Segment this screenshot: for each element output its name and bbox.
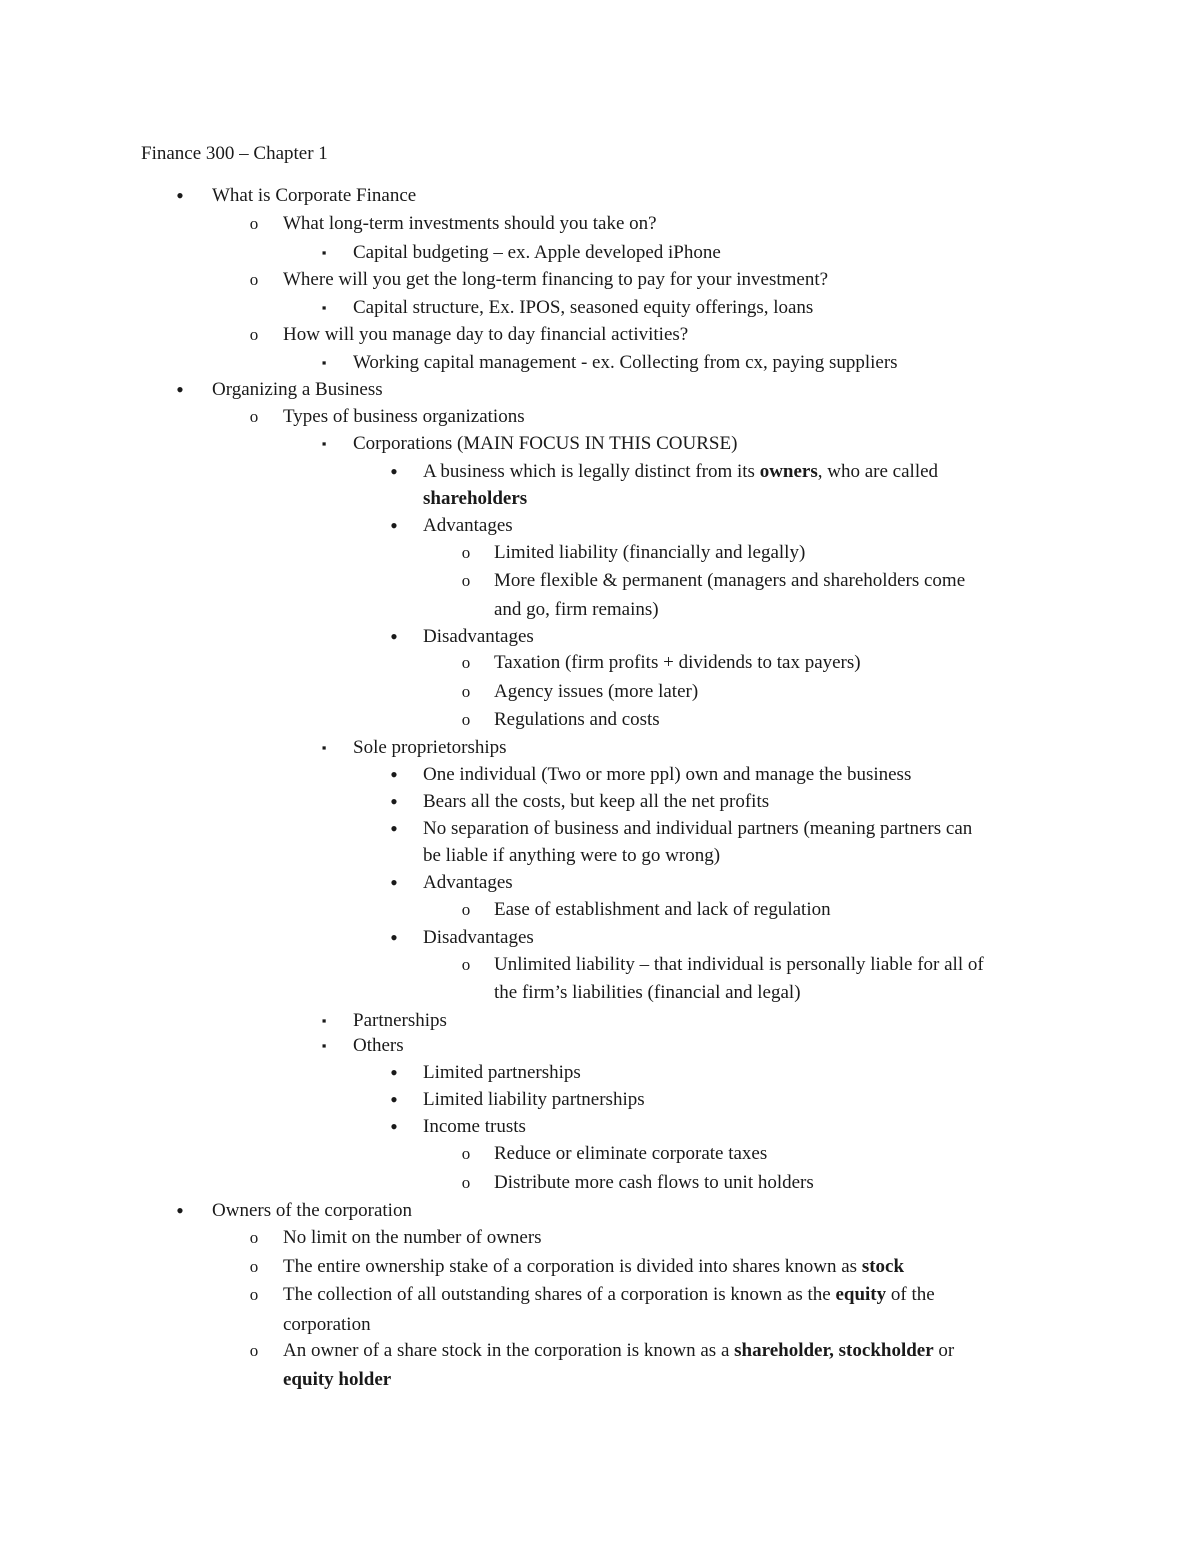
bullet-disc-icon: • [390,870,398,895]
text-run: Working capital management - ex. Collecting from cx, paying suppliers [353,352,898,373]
bullet-square-icon: ▪ [321,740,327,755]
bold-term: equity [835,1284,887,1305]
list-item-level-1 [212,1199,412,1223]
bullet-circle-icon: o [461,571,471,590]
bullet-square-icon: ▪ [321,1038,327,1053]
text-run: Limited liability partnerships [423,1089,645,1110]
list-item-level-5 [494,1171,814,1195]
list-item-level-5 [494,541,805,565]
text-run: No limit on the number of owners [283,1227,542,1248]
list-item-level-5 [494,1142,767,1166]
bullet-circle-icon: o [249,270,259,289]
text-run: The entire ownership stake of a corporation is divided into shares known as [283,1256,862,1277]
bullet-circle-icon: o [461,1173,471,1192]
bullet-circle-icon: o [461,653,471,672]
text-run: Owners of the corporation [212,1200,412,1221]
text-run: How will you manage day to day financial activities? [283,324,689,345]
bullet-circle-icon: o [249,407,259,426]
text-run: What is Corporate Finance [212,185,417,206]
text-run: One individual (Two or more ppl) own and manage the business [423,764,912,785]
list-item-level-5 [494,569,965,593]
bullet-disc-icon: • [390,816,398,841]
list-item-level-4 [423,460,938,484]
page-title: Finance 300 – Chapter 1 [141,143,328,164]
list-item-level-4 [423,817,972,841]
list-item-level-5 [494,651,861,675]
list-item-level-2 [283,1226,542,1250]
text-run: Where will you get the long-term financing to pay for your investment? [283,269,829,290]
bullet-circle-icon: o [461,1144,471,1163]
text-run: Agency issues (more later) [494,681,699,702]
list-item-level-4 [423,790,769,814]
text-run: Reduce or eliminate corporate taxes [494,1143,768,1164]
list-item-level-2 [283,1255,904,1279]
bullet-circle-icon: o [249,1228,259,1247]
bullet-disc-icon: • [390,762,398,787]
bullet-disc-icon: • [176,377,184,402]
text-run: Others [353,1035,404,1056]
text-run: Types of business organizations [283,406,525,427]
list-item-level-3 [353,351,898,375]
list-item-level-3 [353,736,507,760]
bold-term: shareholders [423,488,528,509]
list-item-continuation [283,1313,371,1337]
list-item-level-2 [283,405,525,429]
text-run: Sole proprietorships [353,737,507,758]
list-item-level-4 [423,625,534,649]
list-item-continuation [283,1368,391,1392]
bullet-disc-icon: • [390,459,398,484]
bullet-square-icon: ▪ [321,436,327,451]
text-run: No separation of business and individual partners (meaning partners can [423,818,973,839]
list-item-level-5 [494,953,984,977]
bullet-disc-icon: • [390,789,398,814]
bold-term: owners [759,461,818,482]
list-item-level-5 [494,708,660,732]
bullet-square-icon: ▪ [321,1013,327,1028]
bullet-circle-icon: o [249,325,259,344]
text-run: Bears all the costs, but keep all the net profits [423,791,770,812]
bullet-circle-icon: o [249,1341,259,1360]
text-run: An owner of a share stock in the corporation is known as a [283,1340,735,1361]
text-run: Capital budgeting – ex. Apple developed iPhone [353,242,721,263]
bullet-circle-icon: o [461,682,471,701]
bullet-circle-icon: o [461,955,471,974]
bullet-disc-icon: • [390,624,398,649]
text-run: and go, firm remains) [494,599,659,620]
list-item-level-1 [212,378,383,402]
bullet-disc-icon: • [390,1087,398,1112]
text-run: Partnerships [353,1010,447,1031]
list-item-level-4 [423,871,513,895]
bullet-circle-icon: o [249,1257,259,1276]
text-run: The collection of all outstanding shares of a corporation is known as the [283,1284,836,1305]
text-run: Advantages [423,872,513,893]
list-item-level-3 [353,241,721,265]
text-run: be liable if anything were to go wrong) [423,845,721,866]
list-item-level-3 [353,1009,447,1033]
text-run: Limited partnerships [423,1062,581,1083]
bullet-circle-icon: o [249,1285,259,1304]
list-item-level-2 [283,212,657,236]
text-run: Income trusts [423,1116,526,1137]
bullet-circle-icon: o [461,710,471,729]
text-run: Corporations (MAIN FOCUS IN THIS COURSE) [353,433,738,454]
text-run: Regulations and costs [494,709,660,730]
list-item-level-2 [283,268,828,292]
text-run: of the [886,1284,935,1305]
list-item-level-4 [423,514,513,538]
list-item-continuation [494,598,659,622]
text-run: More flexible & permanent (managers and shareholders come [494,570,966,591]
bullet-square-icon: ▪ [321,245,327,260]
list-item-level-4 [423,1115,526,1139]
list-item-continuation [423,487,527,511]
bullet-disc-icon: • [390,513,398,538]
list-item-level-2 [283,323,688,347]
list-item-level-3 [353,432,737,456]
text-run: Disadvantages [423,626,534,647]
list-item-level-1 [212,184,416,208]
text-run: Disadvantages [423,927,534,948]
list-item-level-2 [283,1283,935,1307]
text-run: A business which is legally distinct from its [423,461,760,482]
text-run: Organizing a Business [212,379,383,400]
text-run: Unlimited liability – that individual is personally liable for all of [494,954,984,975]
bold-term: stock [861,1256,905,1277]
bullet-circle-icon: o [249,214,259,233]
bold-term: equity holder [283,1369,392,1390]
bullet-disc-icon: • [176,1198,184,1223]
bullet-disc-icon: • [390,1060,398,1085]
bullet-disc-icon: • [390,925,398,950]
bullet-disc-icon: • [390,1114,398,1139]
text-run: Advantages [423,515,513,536]
list-item-level-4 [423,763,911,787]
list-item-level-3 [353,296,813,320]
text-run: , who are called [817,461,939,482]
text-run: corporation [283,1314,371,1335]
text-run: or [933,1340,955,1361]
bullet-circle-icon: o [461,900,471,919]
text-run: the firm’s liabilities (financial and legal) [494,982,801,1003]
text-run: Limited liability (financially and legally) [494,542,806,563]
list-item-level-4 [423,1088,645,1112]
bullet-square-icon: ▪ [321,355,327,370]
bullet-square-icon: ▪ [321,300,327,315]
text-run: Ease of establishment and lack of regulation [494,899,831,920]
bold-term: shareholder, stockholder [734,1340,934,1361]
text-run: Distribute more cash flows to unit holders [494,1172,814,1193]
text-run: Taxation (firm profits + dividends to tax payers) [494,652,861,673]
list-item-level-5 [494,898,831,922]
list-item-level-4 [423,926,534,950]
list-item-level-4 [423,1061,581,1085]
bullet-disc-icon: • [176,183,184,208]
list-item-continuation [494,981,801,1005]
list-item-continuation [423,844,720,868]
list-item-level-5 [494,680,698,704]
text-run: What long-term investments should you take on? [283,213,657,234]
list-item-level-3 [353,1034,404,1058]
list-item-level-2 [283,1339,954,1363]
text-run: Capital structure, Ex. IPOS, seasoned equity offerings, loans [353,297,814,318]
bullet-circle-icon: o [461,543,471,562]
